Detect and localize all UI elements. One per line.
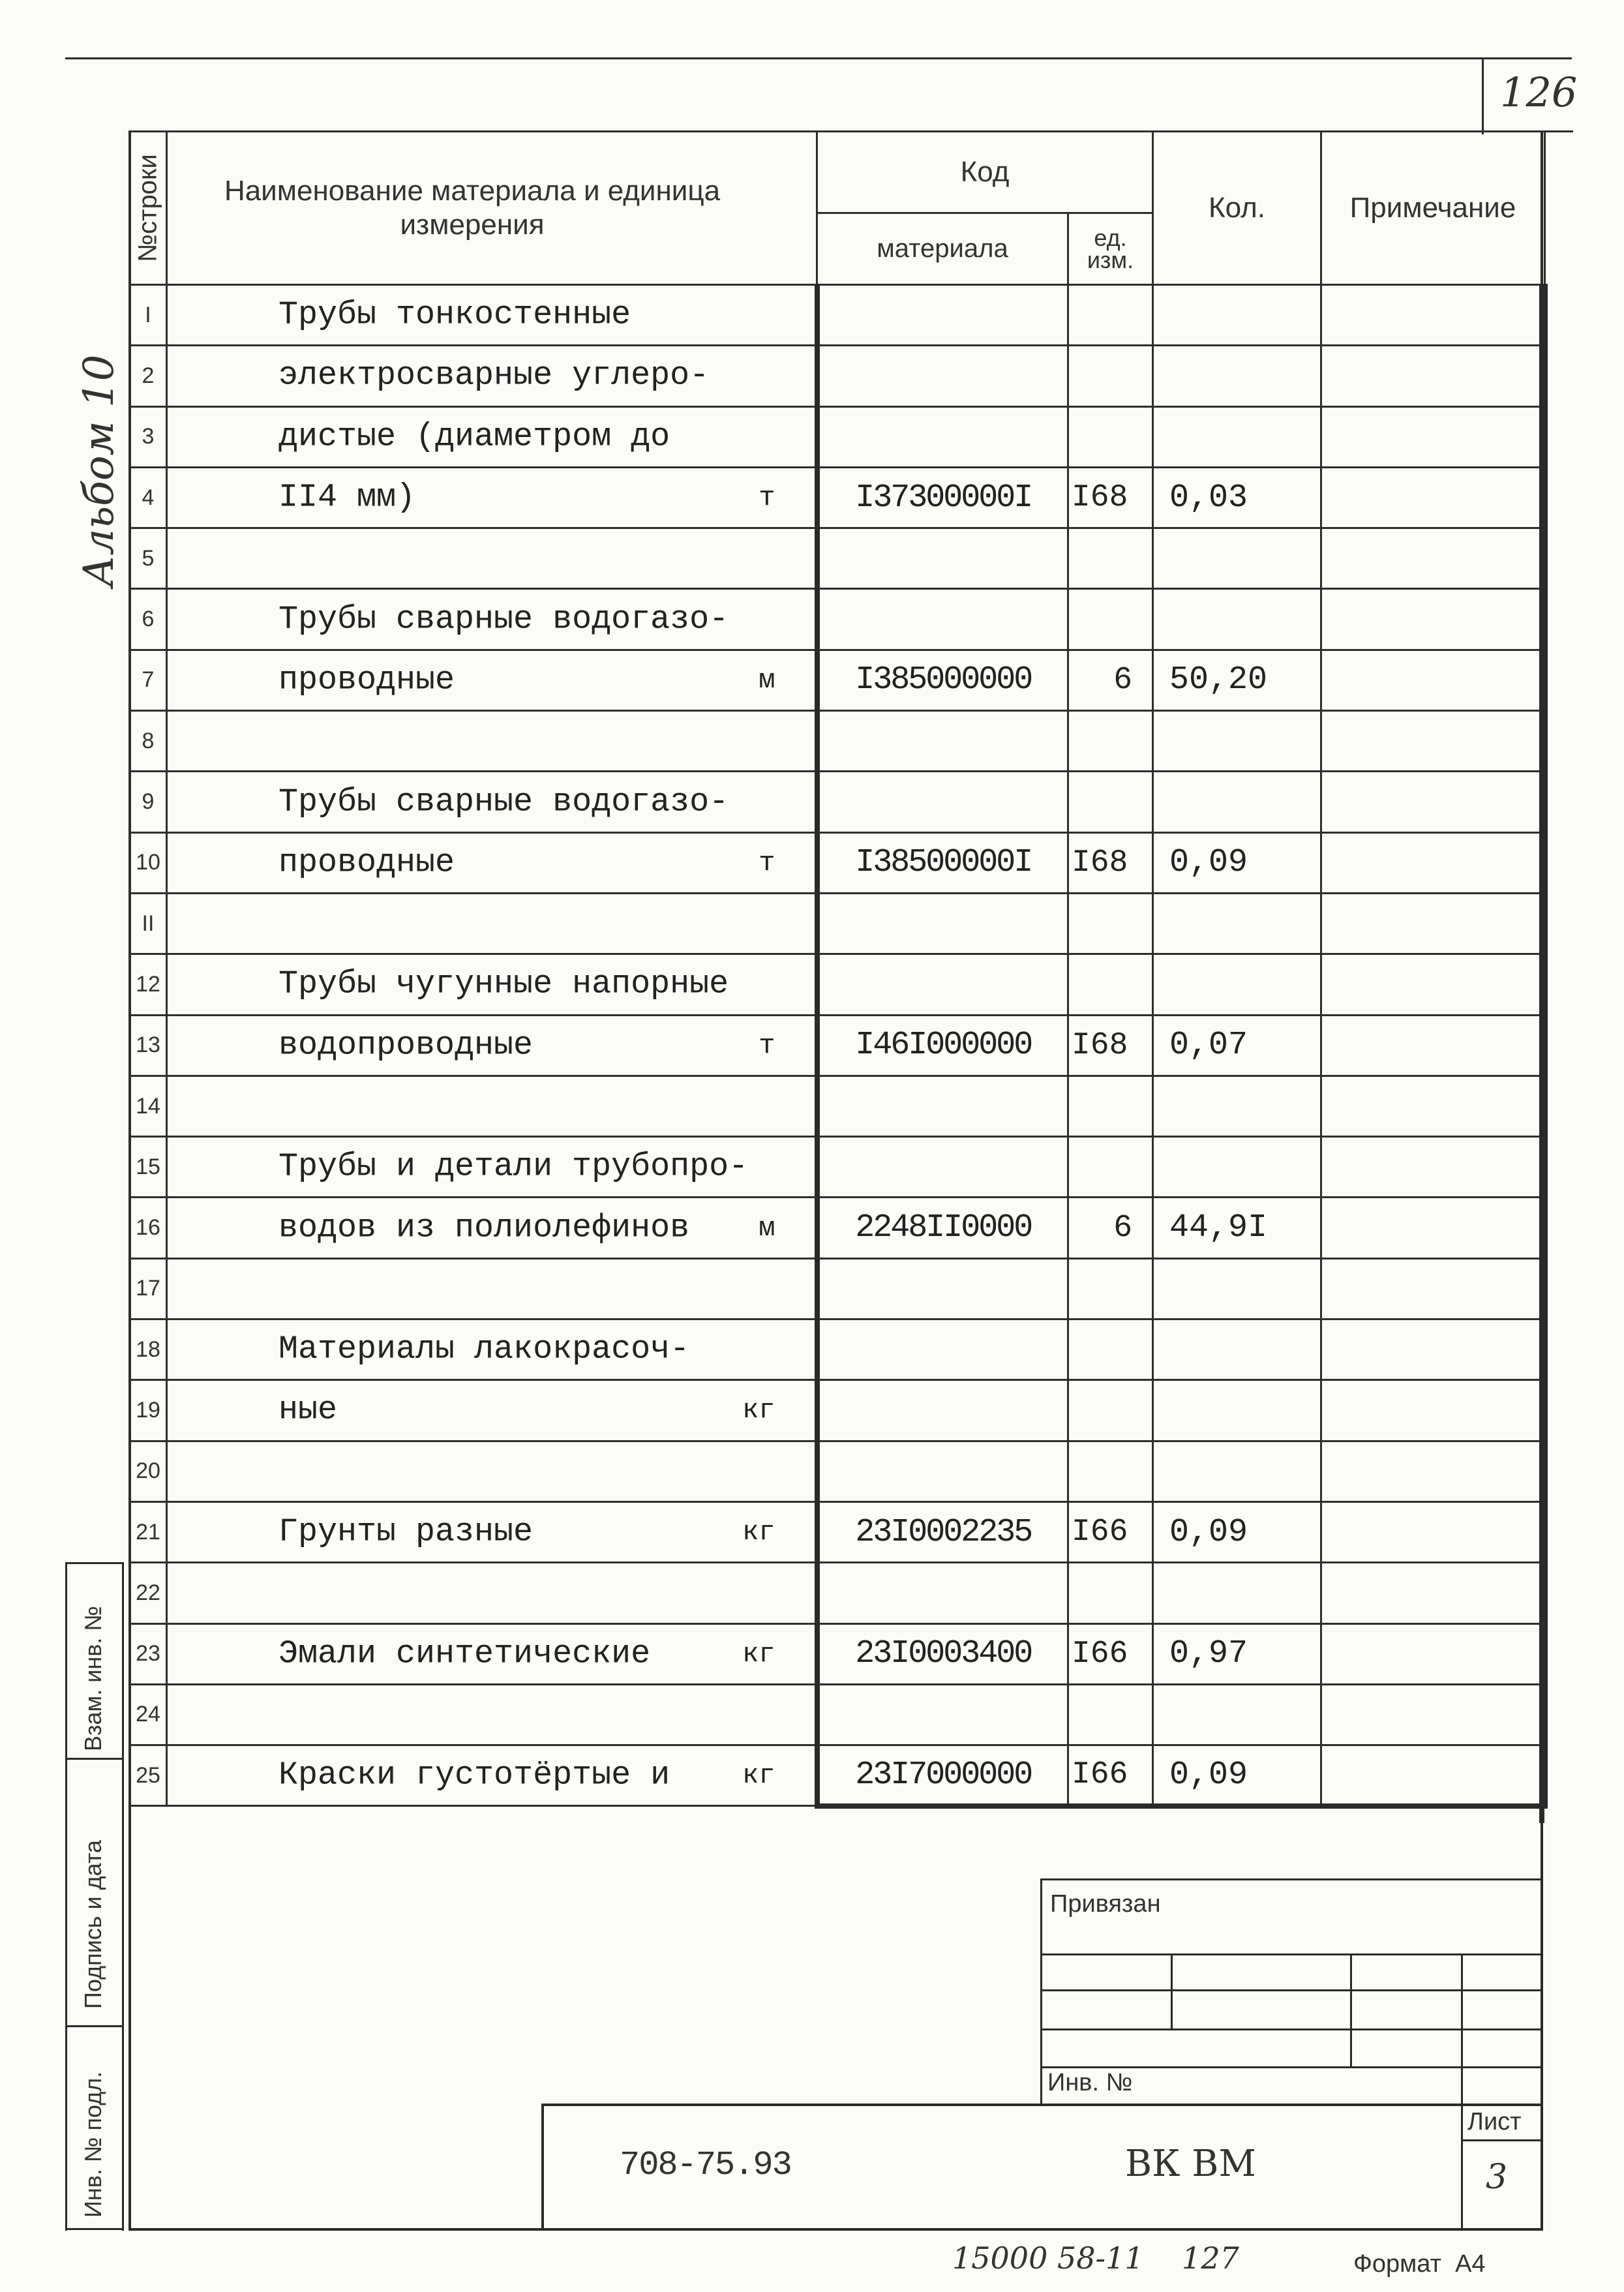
row-number: 21 [130,1501,167,1562]
unit-code [1068,954,1153,1015]
material-code [817,528,1068,589]
material-name-cell [167,1501,817,1562]
unit-code [1068,772,1153,832]
header-material: материала [817,213,1068,285]
header-note: Примечание [1321,132,1545,285]
stamp-vzam-inv: Взам. инв. № [80,1605,106,1751]
material-name-cell [167,1137,817,1198]
measure-unit: кг [742,1638,775,1670]
row-number: 7 [130,650,167,710]
material-name-cell [167,467,817,528]
measure-unit: т [759,1029,775,1061]
note-cell [1321,832,1545,893]
material-code: 2248II0000 [817,1198,1068,1258]
unit-code [1068,711,1153,772]
material-name: Краски густотёртые и [278,1757,670,1794]
material-name: проводные [278,661,455,699]
material-name: Трубы сварные водогазо- [278,783,729,821]
material-code: 23I7000000 [817,1745,1068,1806]
quantity: 0,09 [1153,1745,1321,1806]
quantity: 44,9I [1153,1198,1321,1258]
document-mark: ВК ВМ [1125,2143,1256,2185]
row-number: 13 [130,1015,167,1076]
quantity [1153,406,1321,467]
table-row [130,1015,1545,1076]
table-row [130,1380,1545,1441]
row-number: 19 [130,1380,167,1441]
table-row [130,285,1545,346]
table-row [130,589,1545,650]
unit-code [1068,406,1153,467]
header-qty: Кол. [1153,132,1321,285]
material-code [817,346,1068,406]
material-code [817,406,1068,467]
format-label: Формат А4 [1353,2250,1486,2278]
measure-unit: т [759,847,775,879]
material-code [817,1441,1068,1501]
material-name-cell [167,1441,817,1501]
table-row [130,893,1545,954]
material-name: II4 мм) [278,479,416,517]
note-cell [1321,1015,1545,1076]
material-name-cell [167,285,817,346]
material-name: Трубы сварные водогазо- [278,601,729,639]
row-number: 6 [130,589,167,650]
table-row [130,954,1545,1015]
note-cell [1321,1501,1545,1562]
measure-unit: кг [742,1516,775,1548]
handwritten-archive-number: 15000 58-11 127 [952,2240,1239,2276]
table-row [130,1563,1545,1623]
quantity [1153,285,1321,346]
material-name-cell [167,772,817,832]
table-row [130,1258,1545,1319]
page-number: 126 [1500,68,1578,116]
material-name: Трубы тонкостенные [278,296,631,334]
inv-no-label: Инв. № [1047,2069,1133,2096]
header-row-number: №строки [130,132,167,285]
quantity [1153,1137,1321,1198]
table-row [130,1684,1545,1745]
note-cell [1321,1684,1545,1745]
material-name: проводные [278,844,455,882]
unit-code: I66 [1068,1501,1153,1562]
material-name-cell [167,1258,817,1319]
unit-code [1068,1563,1153,1623]
note-cell [1321,650,1545,710]
row-number: 12 [130,954,167,1015]
material-name: водов из полиолефинов [278,1209,690,1247]
material-code [817,1563,1068,1623]
sheet-number: 3 [1486,2158,1508,2197]
header-unit: ед. изм. [1068,213,1153,285]
quantity [1153,772,1321,832]
material-name-cell [167,1015,817,1076]
material-code [817,285,1068,346]
material-name-cell [167,1076,817,1136]
table-row [130,650,1545,710]
table-row [130,1623,1545,1684]
material-code [817,954,1068,1015]
row-number: 5 [130,528,167,589]
table-row [130,1137,1545,1198]
row-number: 2 [130,346,167,406]
table-row [130,711,1545,772]
note-cell [1321,285,1545,346]
table-row [130,1319,1545,1380]
measure-unit: кг [742,1760,775,1792]
material-code: I38500000I [817,832,1068,893]
note-cell [1321,467,1545,528]
row-number: 18 [130,1319,167,1380]
unit-code [1068,285,1153,346]
material-name: дистые (диаметром до [278,418,670,456]
material-name: водопроводные [278,1027,534,1064]
material-code [817,1380,1068,1441]
quantity [1153,1258,1321,1319]
row-number: 23 [130,1623,167,1684]
unit-code [1068,1258,1153,1319]
material-name: Эмали синтетические [278,1635,651,1673]
unit-code: 6 [1068,650,1153,710]
privyazan-label: Привязан [1050,1890,1161,1918]
material-name-cell [167,406,817,467]
material-name-cell [167,1198,817,1258]
quantity [1153,1380,1321,1441]
quantity [1153,1563,1321,1623]
quantity [1153,711,1321,772]
row-number: 14 [130,1076,167,1136]
material-name-cell [167,528,817,589]
row-number: 25 [130,1745,167,1806]
material-name: Грунты разные [278,1513,534,1551]
table-row [130,1198,1545,1258]
row-number: 9 [130,772,167,832]
stamp-sign-date: Подпись и дата [80,1840,106,2009]
unit-code: 6 [1068,1198,1153,1258]
material-name-cell [167,1380,817,1441]
row-number: 20 [130,1441,167,1501]
material-name-cell [167,1623,817,1684]
note-cell [1321,1745,1545,1806]
row-number: 22 [130,1563,167,1623]
unit-code [1068,1137,1153,1198]
table-row [130,772,1545,832]
material-code: 23I0002235 [817,1501,1068,1562]
unit-code [1068,528,1153,589]
unit-code [1068,1684,1153,1745]
table-row [130,346,1545,406]
note-cell [1321,711,1545,772]
material-code [817,1319,1068,1380]
document-code: 708-75.93 [620,2146,791,2184]
header-name: Наименование материала и единица измерения [167,132,817,285]
note-cell [1321,1137,1545,1198]
note-cell [1321,1380,1545,1441]
table-row [130,528,1545,589]
table-row [130,1441,1545,1501]
quantity: 0,07 [1153,1015,1321,1076]
material-name-cell [167,711,817,772]
quantity: 0,09 [1153,1501,1321,1562]
material-name-cell [167,954,817,1015]
material-code [817,893,1068,954]
note-cell [1321,1563,1545,1623]
quantity: 50,20 [1153,650,1321,710]
unit-code: I68 [1068,1015,1153,1076]
material-name-cell [167,1745,817,1806]
material-name-cell [167,650,817,710]
quantity [1153,1076,1321,1136]
table-row [130,1501,1545,1562]
material-name-cell [167,1319,817,1380]
header-code: Код [817,132,1153,213]
row-number: 10 [130,832,167,893]
unit-code: I66 [1068,1623,1153,1684]
row-number: I [130,285,167,346]
material-code: 23I0003400 [817,1623,1068,1684]
material-name-cell [167,346,817,406]
note-cell [1321,1258,1545,1319]
material-code [817,1258,1068,1319]
row-number: 15 [130,1137,167,1198]
material-name-cell [167,589,817,650]
row-number: 24 [130,1684,167,1745]
materials-table [128,130,1548,1809]
material-name-cell [167,832,817,893]
material-name: ные [278,1391,338,1429]
quantity [1153,1684,1321,1745]
unit-code [1068,1380,1153,1441]
table-row [130,467,1545,528]
measure-unit: м [759,664,775,696]
note-cell [1321,589,1545,650]
material-name: Трубы чугунные напорные [278,965,729,1003]
quantity [1153,1441,1321,1501]
material-code: I385000000 [817,650,1068,710]
material-code [817,772,1068,832]
row-number: 3 [130,406,167,467]
material-code: I37300000I [817,467,1068,528]
unit-code [1068,893,1153,954]
unit-code [1068,1076,1153,1136]
unit-code [1068,1319,1153,1380]
note-cell [1321,893,1545,954]
material-code [817,589,1068,650]
measure-unit: т [759,482,775,514]
quantity [1153,893,1321,954]
unit-code: I68 [1068,832,1153,893]
note-cell [1321,1623,1545,1684]
table-row [130,1745,1545,1806]
quantity [1153,589,1321,650]
material-name-cell [167,1563,817,1623]
unit-code: I68 [1068,467,1153,528]
row-number: II [130,893,167,954]
note-cell [1321,954,1545,1015]
row-number: 17 [130,1258,167,1319]
material-name: Материалы лакокрасоч- [278,1331,690,1368]
note-cell [1321,1319,1545,1380]
table-row [130,832,1545,893]
table-row [130,1076,1545,1136]
row-number: 4 [130,467,167,528]
material-name: электросварные углеро- [278,357,710,395]
quantity [1153,528,1321,589]
quantity: 0,03 [1153,467,1321,528]
material-name: Трубы и детали трубопро- [278,1148,749,1186]
quantity [1153,346,1321,406]
quantity [1153,954,1321,1015]
table-row [130,406,1545,467]
material-code: I46I000000 [817,1015,1068,1076]
sheet-label: Лист [1467,2108,1522,2135]
unit-code [1068,346,1153,406]
row-number: 16 [130,1198,167,1258]
note-cell [1321,1441,1545,1501]
measure-unit: кг [742,1395,775,1426]
material-code [817,1076,1068,1136]
unit-code: I66 [1068,1745,1153,1806]
row-number: 8 [130,711,167,772]
note-cell [1321,346,1545,406]
material-name-cell [167,1684,817,1745]
quantity: 0,97 [1153,1623,1321,1684]
note-cell [1321,528,1545,589]
album-label: Альбом 10 [75,354,123,587]
quantity [1153,1319,1321,1380]
note-cell [1321,1198,1545,1258]
material-code [817,1684,1068,1745]
note-cell [1321,406,1545,467]
stamp-inv-orig: Инв. № подл. [80,2071,106,2218]
note-cell [1321,772,1545,832]
measure-unit: м [759,1212,775,1244]
unit-code [1068,589,1153,650]
material-code [817,1137,1068,1198]
note-cell [1321,1076,1545,1136]
quantity: 0,09 [1153,832,1321,893]
material-code [817,711,1068,772]
unit-code [1068,1441,1153,1501]
material-name-cell [167,893,817,954]
